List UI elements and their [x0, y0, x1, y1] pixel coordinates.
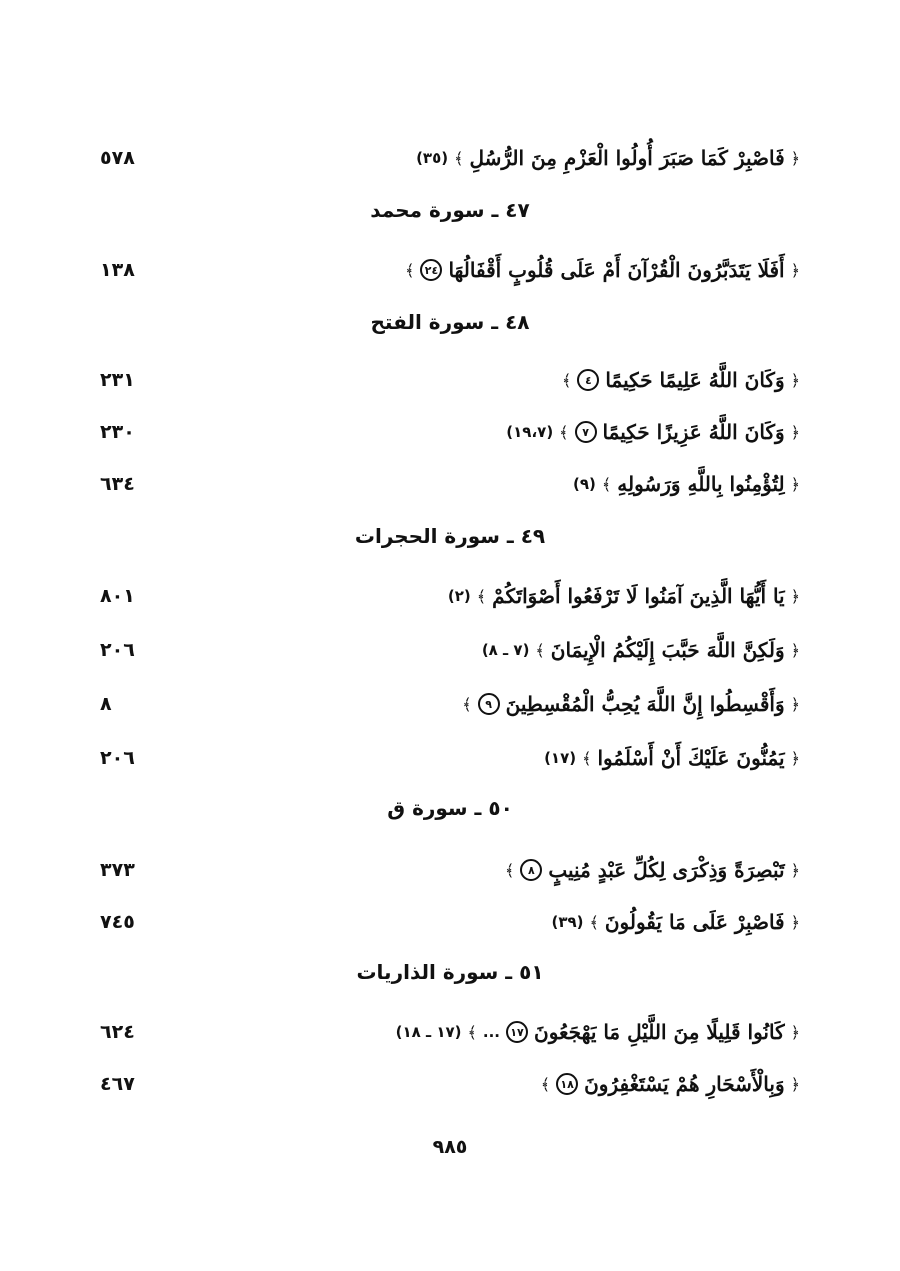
- ornate-bracket-open: ﴿: [790, 586, 800, 606]
- ornate-bracket-open: ﴿: [790, 860, 800, 880]
- ayah-number-marker: ١٨: [556, 1073, 578, 1095]
- ayah-reference: (١٩،٧): [506, 423, 554, 441]
- index-entry: [100, 138, 800, 178]
- ornate-bracket-close: ﴾: [467, 1022, 477, 1042]
- ornate-bracket-open: ﴿: [790, 148, 800, 168]
- ayah-reference: (١٧ ـ ١٨): [395, 1023, 462, 1041]
- ayah-reference: (١٧): [544, 749, 577, 767]
- surah-heading-51: ٥١ ـ سورة الذاريات: [356, 960, 544, 984]
- index-entry: [100, 630, 800, 670]
- verse-text: تَبْصِرَةً وَذِكْرَى لِكُلِّ عَبْدٍ مُنِيبٍ: [548, 858, 785, 882]
- index-entry: [100, 850, 800, 890]
- index-entry: [100, 250, 800, 290]
- ornate-bracket-open: ﴿: [790, 694, 800, 714]
- ayah-number-marker: ٤: [577, 369, 599, 391]
- verse-text: كَانُوا قَلِيلًا مِنَ اللَّيْلِ مَا يَهْجَعُونَ: [534, 1020, 785, 1044]
- index-entry: [100, 902, 800, 942]
- ayah-number-marker: ١٧: [506, 1021, 528, 1043]
- ornate-bracket-close: ﴾: [562, 370, 572, 390]
- page-reference: ٨٠١: [100, 585, 135, 607]
- page-reference: ٢٠٦: [100, 639, 135, 661]
- ornate-bracket-close: ﴾: [476, 586, 487, 606]
- ornate-bracket-open: ﴿: [790, 474, 800, 494]
- ornate-bracket-close: ﴾: [540, 1074, 551, 1094]
- page-reference: ١٣٨: [100, 259, 135, 281]
- verse-citation: [551, 910, 800, 934]
- page-reference: ٦٣٤: [100, 473, 135, 495]
- surah-heading-50: ٥٠ ـ سورة ق: [387, 796, 513, 820]
- verse-text: وَكَانَ اللَّهُ عَلِيمًا حَكِيمًا: [605, 368, 785, 392]
- ornate-bracket-close: ﴾: [589, 912, 599, 932]
- verse-citation: [462, 692, 800, 716]
- ornate-bracket-close: ﴾: [454, 148, 464, 168]
- index-entry: [100, 738, 800, 778]
- verse-citation: [448, 584, 800, 608]
- verse-citation: [506, 420, 800, 444]
- verse-text: يَمُنُّونَ عَلَيْكَ أَنْ أَسْلَمُوا: [597, 746, 785, 770]
- index-entry: [100, 576, 800, 616]
- page-reference: ٦٢٤: [100, 1021, 135, 1043]
- ornate-bracket-open: ﴿: [790, 422, 800, 442]
- index-entry: [100, 464, 800, 504]
- ornate-bracket-open: ﴿: [790, 1074, 800, 1094]
- ellipsis: ...: [482, 1023, 501, 1041]
- verse-text: يَا أَيُّهَا الَّذِينَ آمَنُوا لَا تَرْفَعُوا أَصْوَاتَكُمْ: [492, 584, 785, 608]
- verse-text: وَكَانَ اللَّهُ عَزِيزًا حَكِيمًا: [602, 420, 785, 444]
- page-reference: ٢٣١: [100, 369, 135, 391]
- page-reference: ٣٧٣: [100, 859, 135, 881]
- ayah-reference: (٩): [573, 475, 596, 493]
- surah-heading-48: ٤٨ ـ سورة الفتح: [370, 310, 530, 334]
- index-entry: [100, 1012, 800, 1052]
- ayah-reference: (٧ ـ ٨): [481, 641, 530, 659]
- verse-citation: [541, 1072, 800, 1096]
- index-entry: [100, 684, 800, 724]
- ornate-bracket-open: ﴿: [790, 912, 800, 932]
- ornate-bracket-open: ﴿: [790, 260, 800, 280]
- index-entry: [100, 1064, 800, 1104]
- verse-text: فَاصْبِرْ كَمَا صَبَرَ أُولُوا الْعَزْمِ مِنَ الرُّسُلِ: [469, 146, 785, 170]
- ornate-bracket-open: ﴿: [790, 1022, 800, 1042]
- page-number: ٩٨٥: [432, 1136, 468, 1158]
- ornate-bracket-close: ﴾: [462, 694, 472, 714]
- ayah-reference: (٣٩): [551, 913, 584, 931]
- verse-citation: [482, 638, 800, 662]
- verse-citation: [416, 146, 800, 170]
- ornate-bracket-open: ﴿: [790, 370, 800, 390]
- verse-text: فَاصْبِرْ عَلَى مَا يَقُولُونَ: [604, 910, 785, 934]
- ayah-number-marker: ٧: [575, 421, 597, 443]
- ornate-bracket-open: ﴿: [790, 640, 800, 660]
- page-reference: ٨: [100, 693, 112, 715]
- page-reference: ٢٣٠: [100, 421, 135, 443]
- verse-citation: [405, 258, 800, 282]
- surah-heading-49: ٤٩ ـ سورة الحجرات: [354, 524, 546, 548]
- verse-citation: [544, 746, 800, 770]
- index-entry: [100, 360, 800, 400]
- verse-citation: [573, 472, 800, 496]
- verse-citation: [562, 368, 800, 392]
- verse-citation: [505, 858, 800, 882]
- ayah-number-marker: ٢٤: [420, 259, 442, 281]
- verse-text: وَأَقْسِطُوا إِنَّ اللَّهَ يُحِبُّ الْمُقْسِطِينَ: [505, 692, 785, 716]
- page-reference: ٤٦٧: [100, 1073, 135, 1095]
- ornate-bracket-open: ﴿: [790, 748, 800, 768]
- ayah-reference: (٢): [447, 587, 471, 605]
- surah-heading-47: ٤٧ ـ سورة محمد: [370, 198, 530, 222]
- ayah-reference: (٣٥): [416, 149, 449, 167]
- verse-text: وَبِالْأَسْحَارِ هُمْ يَسْتَغْفِرُونَ: [584, 1072, 785, 1096]
- verse-citation: [396, 1020, 800, 1044]
- ayah-number-marker: ٩: [478, 693, 500, 715]
- ornate-bracket-close: ﴾: [535, 640, 545, 660]
- page-reference: ٢٠٦: [100, 747, 135, 769]
- verse-text: أَفَلَا يَتَدَبَّرُونَ الْقُرْآنَ أَمْ عَلَى قُلُوبٍ أَقْفَالُهَا: [448, 258, 785, 282]
- verse-text: لِتُؤْمِنُوا بِاللَّهِ وَرَسُولِهِ: [617, 472, 785, 496]
- page-reference: ٥٧٨: [100, 147, 135, 169]
- ayah-number-marker: ٨: [520, 859, 542, 881]
- ornate-bracket-close: ﴾: [504, 860, 515, 880]
- ornate-bracket-close: ﴾: [559, 422, 569, 442]
- verse-text: وَلَكِنَّ اللَّهَ حَبَّبَ إِلَيْكُمُ الْإِيمَانَ: [550, 638, 785, 662]
- index-entry: [100, 412, 800, 452]
- ornate-bracket-close: ﴾: [405, 260, 415, 280]
- ornate-bracket-close: ﴾: [582, 748, 592, 768]
- page-reference: ٧٤٥: [100, 911, 135, 933]
- ornate-bracket-close: ﴾: [601, 474, 612, 494]
